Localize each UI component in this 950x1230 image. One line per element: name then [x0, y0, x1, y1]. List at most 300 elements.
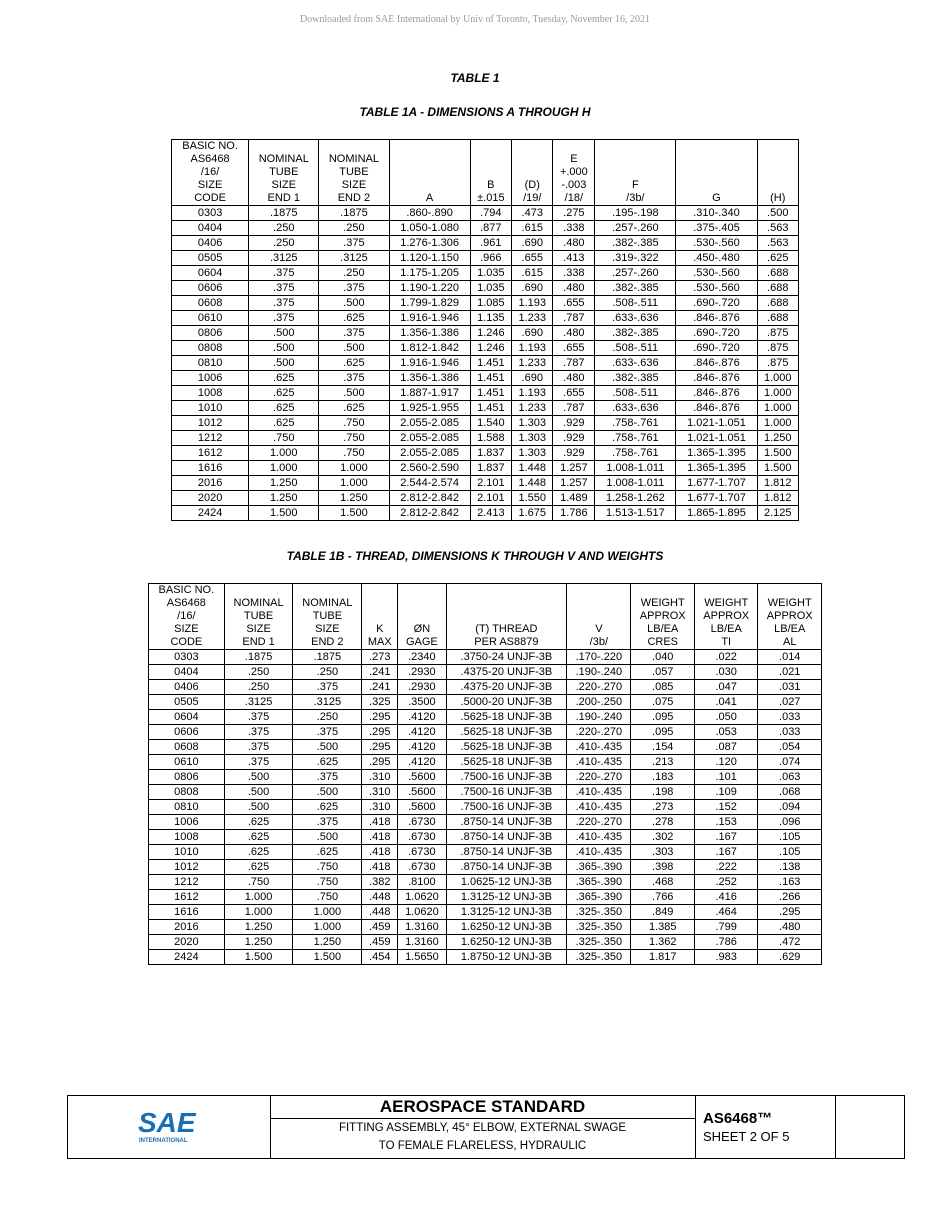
table-cell: .688 [757, 281, 798, 296]
table-cell: .625 [293, 845, 362, 860]
column-header-line: NOMINAL [258, 153, 309, 165]
table-cell: .799 [694, 920, 757, 935]
column-header-line: NOMINAL [328, 153, 379, 165]
table-cell: .787 [553, 356, 595, 371]
table-cell: 1.451 [470, 371, 511, 386]
table-cell: .690-.720 [676, 326, 757, 341]
table-cell: .410-.435 [567, 740, 631, 755]
table-row [149, 905, 822, 920]
table-row [172, 386, 799, 401]
table-cell: 2.055-2.085 [389, 431, 470, 446]
document-number: AS6468™ [703, 1110, 773, 1127]
table-cell: .615 [512, 266, 553, 281]
table-cell: .382-.385 [595, 371, 676, 386]
table-cell: .250 [293, 665, 362, 680]
table-cell: 1.0620 [398, 905, 446, 920]
table-cell: .138 [758, 860, 822, 875]
table-cell: 2020 [172, 491, 249, 506]
column-header-line: TI [721, 636, 732, 648]
column-header-line: WEIGHT [640, 597, 685, 609]
table-cell: .040 [631, 650, 694, 665]
table-cell: .252 [694, 875, 757, 890]
table-cell: 1616 [172, 461, 249, 476]
column-header-line: /16/ [177, 610, 196, 622]
column-header [567, 584, 631, 650]
column-header-line: SIZE [341, 179, 367, 191]
column-header-line: SIZE [246, 623, 271, 635]
table-cell: .5625-18 UNJF-3B [446, 725, 567, 740]
table-cell: 1.246 [470, 341, 511, 356]
table-cell: .153 [694, 815, 757, 830]
table-cell: .500 [224, 770, 293, 785]
table-cell: .416 [694, 890, 757, 905]
column-header [249, 140, 319, 206]
table-cell: .375 [224, 740, 293, 755]
table-row [149, 770, 822, 785]
table-row [149, 800, 822, 815]
table-cell: .875 [757, 356, 798, 371]
table-row [172, 506, 799, 521]
table-cell: .109 [694, 785, 757, 800]
table-cell: 1.000 [249, 446, 319, 461]
table-cell: 0606 [149, 725, 225, 740]
table-row [172, 341, 799, 356]
column-header-line: END 2 [337, 192, 371, 204]
table-cell: 1.250 [249, 476, 319, 491]
column-header-line: /3b/ [626, 192, 645, 204]
table-cell: .295 [362, 755, 398, 770]
table-cell: .375 [249, 311, 319, 326]
table-cell: 0808 [149, 785, 225, 800]
table-row [172, 491, 799, 506]
table-cell: 0505 [172, 251, 249, 266]
table-cell: .480 [553, 236, 595, 251]
column-header-line: SIZE [315, 623, 340, 635]
download-watermark: Downloaded from SAE International by Univ of Toronto, Tuesday, November 16, 2021 [299, 14, 651, 25]
table-cell: .6730 [398, 830, 446, 845]
sae-logo [68, 1096, 270, 1158]
column-header-line: BASIC NO. [158, 584, 215, 596]
table-row [149, 710, 822, 725]
column-header-line: CODE [170, 636, 203, 648]
table-cell: .625 [224, 845, 293, 860]
table-cell: 0808 [172, 341, 249, 356]
table-row [172, 446, 799, 461]
table-cell: .846-.876 [676, 371, 757, 386]
table-cell: 1.276-1.306 [389, 236, 470, 251]
table-cell: 1.246 [470, 326, 511, 341]
table-row [172, 356, 799, 371]
column-header-line: V [595, 623, 603, 635]
column-header [758, 584, 822, 650]
table-cell: 1.3125-12 UNJ-3B [446, 905, 567, 920]
thread-weights-table-1b [148, 583, 822, 965]
table-cell: 1.000 [757, 416, 798, 431]
table-cell: .500 [293, 830, 362, 845]
table-cell: 1.588 [470, 431, 511, 446]
column-header-line: APPROX [766, 610, 813, 622]
table-cell: 1.250 [249, 491, 319, 506]
table-cell: .625 [319, 356, 389, 371]
column-header-line: ±.015 [477, 192, 505, 204]
table-cell: .563 [757, 236, 798, 251]
table-cell: .4120 [398, 740, 446, 755]
table-cell: .633-.636 [595, 356, 676, 371]
column-header-line: WEIGHT [767, 597, 812, 609]
sae-logo-subtext: INTERNATIONAL [139, 1138, 188, 1144]
table-cell: .375 [224, 755, 293, 770]
table-cell: .319-.322 [595, 251, 676, 266]
table-cell: .365-.390 [567, 890, 631, 905]
table-cell: .929 [553, 416, 595, 431]
table-row [172, 281, 799, 296]
table-cell: .063 [758, 770, 822, 785]
table-cell: .375 [224, 725, 293, 740]
table-cell: .3125 [293, 695, 362, 710]
table-cell: .758-.761 [595, 446, 676, 461]
column-header [319, 140, 389, 206]
table-cell: .860-.890 [389, 206, 470, 221]
table-cell: .690 [512, 326, 553, 341]
table-cell: .758-.761 [595, 431, 676, 446]
table-cell: .8750-14 UNJF-3B [446, 830, 567, 845]
table-cell: .846-.876 [676, 386, 757, 401]
table-cell: .365-.390 [567, 860, 631, 875]
description-line-1: FITTING ASSEMBLY, 45° ELBOW, EXTERNAL SWAGE [338, 1122, 627, 1134]
column-header-line: /18/ [564, 192, 584, 204]
table-cell: 1.250 [224, 920, 293, 935]
table-cell: 0806 [149, 770, 225, 785]
table-row [149, 650, 822, 665]
table-cell: .278 [631, 815, 694, 830]
table-cell: 1.448 [512, 461, 553, 476]
table-row [149, 950, 822, 965]
table-cell: 1.258-1.262 [595, 491, 676, 506]
title-block [67, 1095, 905, 1159]
table-cell: .655 [553, 386, 595, 401]
table-cell: .053 [694, 725, 757, 740]
table-cell: 1.303 [512, 446, 553, 461]
table-cell: .625 [249, 416, 319, 431]
table-cell: .464 [694, 905, 757, 920]
table-cell: .500 [224, 785, 293, 800]
table-cell: .410-.435 [567, 800, 631, 815]
table-cell: .500 [249, 341, 319, 356]
table-cell: .050 [694, 710, 757, 725]
table-cell: .688 [757, 296, 798, 311]
column-header-line: END 2 [311, 636, 344, 648]
description-line-2: TO FEMALE FLARELESS, HYDRAULIC [378, 1140, 587, 1152]
table-row [172, 326, 799, 341]
table-cell: .163 [758, 875, 822, 890]
table-cell: 1212 [172, 431, 249, 446]
table-cell: .154 [631, 740, 694, 755]
column-header-line: GAGE [405, 636, 438, 648]
column-header [224, 584, 293, 650]
table-cell: .375 [249, 281, 319, 296]
table-cell: 2424 [149, 950, 225, 965]
table-cell: .075 [631, 695, 694, 710]
table-cell: .480 [553, 281, 595, 296]
table-cell: 1.500 [757, 446, 798, 461]
table-cell: 1.786 [553, 506, 595, 521]
table-cell: 2.413 [470, 506, 511, 521]
table-row [149, 755, 822, 770]
table-cell: 2.125 [757, 506, 798, 521]
table-cell: 1.451 [470, 401, 511, 416]
table-cell: .625 [224, 815, 293, 830]
table-cell: 1.3160 [398, 920, 446, 935]
table-cell: .625 [249, 371, 319, 386]
table-cell: .220-.270 [567, 815, 631, 830]
table-cell: 1.812 [757, 476, 798, 491]
table-cell: .250 [224, 665, 293, 680]
table-cell: 1.675 [512, 506, 553, 521]
table-cell: .273 [631, 800, 694, 815]
table-cell: .6730 [398, 845, 446, 860]
table-cell: .500 [249, 356, 319, 371]
table-cell: 1.916-1.946 [389, 311, 470, 326]
table-cell: .094 [758, 800, 822, 815]
table-cell: 0610 [149, 755, 225, 770]
column-header-line: TUBE [339, 166, 369, 178]
table-row [149, 890, 822, 905]
column-header-line: LB/EA [647, 623, 679, 635]
table-cell: .450-.480 [676, 251, 757, 266]
sae-logo-text: SAE [138, 1107, 196, 1138]
table-cell: 1.135 [470, 311, 511, 326]
column-header [149, 584, 225, 650]
table-cell: .325-.350 [567, 905, 631, 920]
table-cell: .338 [553, 266, 595, 281]
table-cell: .241 [362, 665, 398, 680]
table-cell: .375-.405 [676, 221, 757, 236]
table-cell: .1875 [293, 650, 362, 665]
table-cell: .375 [293, 815, 362, 830]
part-description [270, 1119, 695, 1155]
table-1b-title: TABLE 1B - THREAD, DIMENSIONS K THROUGH V AND WEIGHTS [286, 549, 664, 563]
table-cell: .633-.636 [595, 401, 676, 416]
table-cell: 1.6250-12 UNJ-3B [446, 920, 567, 935]
table-cell: .655 [512, 251, 553, 266]
column-header-line: APPROX [639, 610, 686, 622]
table-cell: .625 [293, 755, 362, 770]
table-cell: .074 [758, 755, 822, 770]
table-cell: 1006 [149, 815, 225, 830]
column-header-line: LB/EA [710, 623, 742, 635]
table-cell: 0606 [172, 281, 249, 296]
table-row [172, 296, 799, 311]
table-cell: 1.008-1.011 [595, 461, 676, 476]
sheet-number: SHEET 2 OF 5 [703, 1129, 790, 1144]
table-cell: .5600 [398, 785, 446, 800]
table-cell: .750 [319, 446, 389, 461]
table-cell: .418 [362, 815, 398, 830]
table-cell: .250 [249, 236, 319, 251]
table-cell: .105 [758, 845, 822, 860]
table-cell: .750 [293, 890, 362, 905]
table-cell: .625 [249, 386, 319, 401]
column-header-line: (D) [524, 179, 540, 191]
table-cell: 0406 [172, 236, 249, 251]
table-cell: .382 [362, 875, 398, 890]
table-cell: 1.233 [512, 401, 553, 416]
column-header [676, 140, 757, 206]
table-cell: 0604 [149, 710, 225, 725]
table-cell: 1012 [149, 860, 225, 875]
table-cell: .750 [319, 416, 389, 431]
table-cell: 1.000 [757, 386, 798, 401]
table-1a-title: TABLE 1A - DIMENSIONS A THROUGH H [359, 105, 591, 119]
table-row [172, 206, 799, 221]
table-cell: 1.365-1.395 [676, 446, 757, 461]
table-cell: .338 [553, 221, 595, 236]
table-cell: .2930 [398, 680, 446, 695]
table-cell: 1.000 [293, 920, 362, 935]
table-cell: .625 [224, 860, 293, 875]
table-cell: .250 [293, 710, 362, 725]
table-cell: 0303 [172, 206, 249, 221]
table-row [172, 221, 799, 236]
table-cell: 2.812-2.842 [389, 491, 470, 506]
table-cell: .302 [631, 830, 694, 845]
column-header-line: ØN [413, 623, 431, 635]
table-cell: 2016 [149, 920, 225, 935]
table-cell: .480 [758, 920, 822, 935]
table-cell: .966 [470, 251, 511, 266]
table-cell: 1612 [149, 890, 225, 905]
table-cell: .875 [757, 326, 798, 341]
table-cell: .382-.385 [595, 236, 676, 251]
table-cell: .375 [319, 281, 389, 296]
table-row [149, 845, 822, 860]
table-cell: .500 [319, 386, 389, 401]
table-cell: .222 [694, 860, 757, 875]
table-cell: .625 [757, 251, 798, 266]
table-cell: .7500-16 UNJF-3B [446, 785, 567, 800]
table-cell: .846-.876 [676, 401, 757, 416]
table-cell: .375 [319, 236, 389, 251]
table-cell: .629 [758, 950, 822, 965]
table-cell: 2.101 [470, 476, 511, 491]
column-header [470, 140, 511, 206]
table-cell: .655 [553, 296, 595, 311]
table-cell: 1.193 [512, 296, 553, 311]
table-row [149, 785, 822, 800]
table-cell: .410-.435 [567, 845, 631, 860]
table-cell: 1.193 [512, 341, 553, 356]
table-cell: .5625-18 UNJF-3B [446, 755, 567, 770]
table-cell: .625 [319, 401, 389, 416]
table-cell: .275 [553, 206, 595, 221]
table-cell: .655 [553, 341, 595, 356]
table-cell: .5600 [398, 770, 446, 785]
table-cell: .170-.220 [567, 650, 631, 665]
table-cell: 1.500 [293, 950, 362, 965]
table-cell: .303 [631, 845, 694, 860]
table-cell: 1008 [149, 830, 225, 845]
table-cell: 1.008-1.011 [595, 476, 676, 491]
column-header [512, 140, 553, 206]
column-header [398, 584, 446, 650]
table-cell: .183 [631, 770, 694, 785]
table-row [172, 431, 799, 446]
table-cell: 1.362 [631, 935, 694, 950]
column-header-line: SIZE [197, 179, 223, 191]
table-cell: 1.000 [224, 905, 293, 920]
table-cell: .625 [293, 800, 362, 815]
table-cell: .310 [362, 770, 398, 785]
table-cell: .085 [631, 680, 694, 695]
table-cell: .6730 [398, 860, 446, 875]
table-cell: .3750-24 UNJF-3B [446, 650, 567, 665]
table-cell: .500 [319, 341, 389, 356]
table-cell: .418 [362, 845, 398, 860]
column-header-line: SIZE [271, 179, 296, 191]
table-cell: .410-.435 [567, 785, 631, 800]
table-cell: .846-.876 [676, 311, 757, 326]
table-cell: .257-.260 [595, 266, 676, 281]
table-cell: .625 [319, 311, 389, 326]
column-header-line: END 1 [242, 636, 275, 648]
table-cell: 1.365-1.395 [676, 461, 757, 476]
table-cell: .3125 [224, 695, 293, 710]
table-cell: 1.817 [631, 950, 694, 965]
table-cell: .295 [362, 725, 398, 740]
table-cell: .031 [758, 680, 822, 695]
table-cell: .241 [362, 680, 398, 695]
table-1-title: TABLE 1 [450, 71, 500, 85]
column-header-line: TUBE [243, 610, 274, 622]
table-cell: .849 [631, 905, 694, 920]
table-cell: .047 [694, 680, 757, 695]
table-cell: .454 [362, 950, 398, 965]
table-cell: .787 [553, 401, 595, 416]
table-cell: .500 [293, 740, 362, 755]
table-cell: .167 [694, 845, 757, 860]
table-cell: .4375-20 UNJF-3B [446, 680, 567, 695]
table-cell: 1.385 [631, 920, 694, 935]
table-cell: 1.500 [757, 461, 798, 476]
table-cell: .690 [512, 281, 553, 296]
column-header-line: NOMINAL [233, 597, 284, 609]
table-cell: .500 [249, 326, 319, 341]
table-cell: 1.812-1.842 [389, 341, 470, 356]
table-cell: 1.677-1.707 [676, 476, 757, 491]
table-cell: 1006 [172, 371, 249, 386]
table-cell: 1.000 [319, 476, 389, 491]
column-header [595, 140, 676, 206]
table-cell: .375 [224, 710, 293, 725]
table-cell: 0810 [172, 356, 249, 371]
table-cell: .4120 [398, 710, 446, 725]
table-cell: 1.035 [470, 281, 511, 296]
table-cell: .480 [553, 371, 595, 386]
table-cell: .310 [362, 785, 398, 800]
table-cell: 2.101 [470, 491, 511, 506]
table-cell: 1.356-1.386 [389, 371, 470, 386]
table-cell: .057 [631, 665, 694, 680]
table-cell: .325-.350 [567, 920, 631, 935]
table-row [172, 311, 799, 326]
table-cell: .468 [631, 875, 694, 890]
table-cell: 0604 [172, 266, 249, 281]
table-cell: .7500-16 UNJF-3B [446, 770, 567, 785]
column-header [553, 140, 595, 206]
table-cell: .022 [694, 650, 757, 665]
column-header-line: A [425, 192, 434, 204]
table-cell: .021 [758, 665, 822, 680]
